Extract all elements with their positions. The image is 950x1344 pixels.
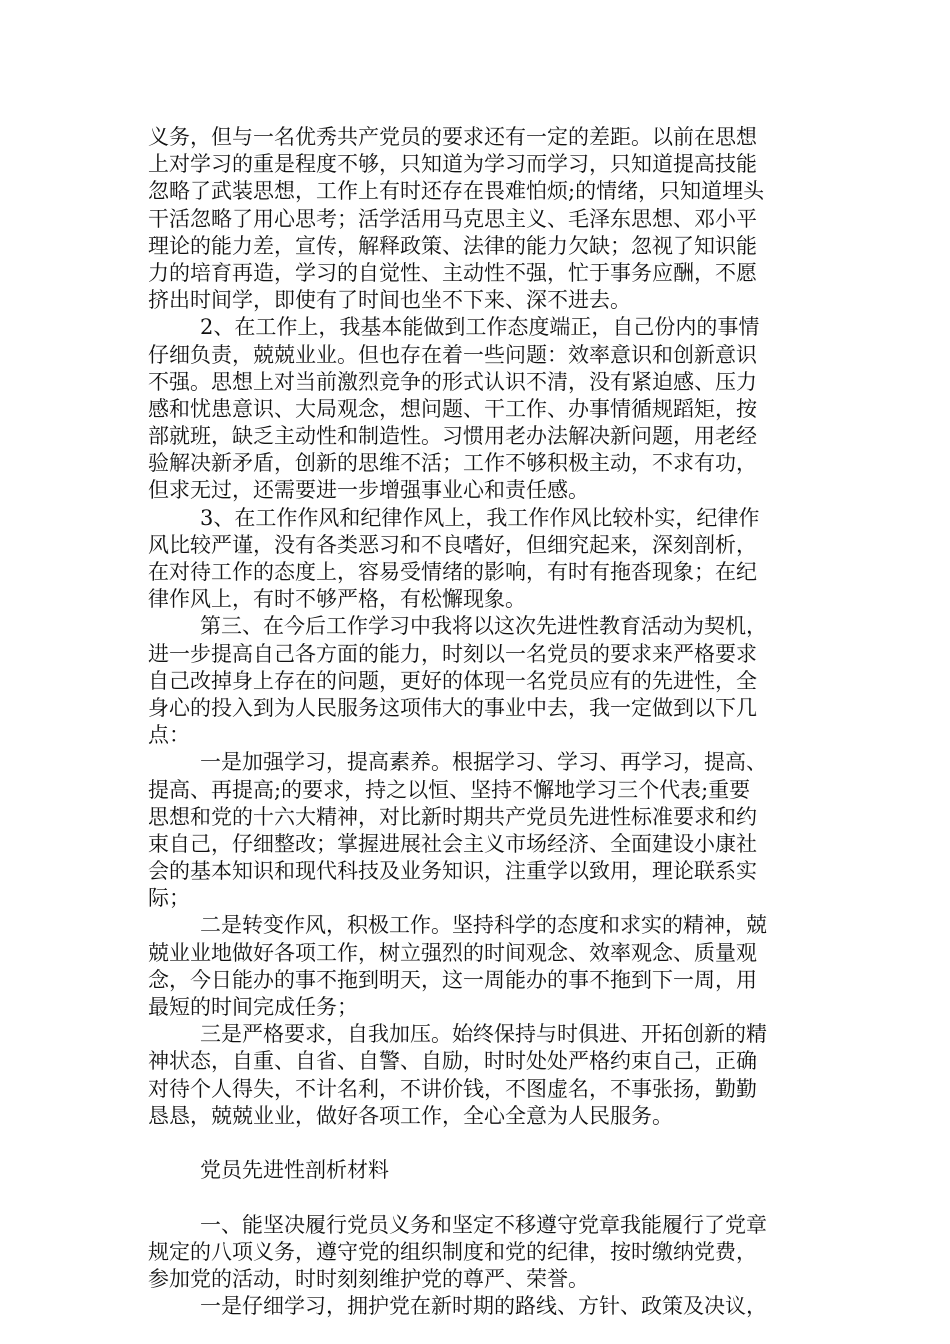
text-line: 身心的投入到为人民服务这项伟大的事业中去，我一定做到以下几 (148, 695, 757, 720)
text-line: 挤出时间学，即使有了时间也坐不下来、深不进去。 (148, 288, 631, 313)
text-line: 干活忽略了用心思考；活学活用马克思主义、毛泽东思想、邓小平 (148, 206, 757, 231)
text-line: 念，今日能办的事不拖到明天，这一周能办的事不拖到下一周，用 (148, 967, 757, 992)
document-page (148, 124, 803, 1320)
text-line: 对待个人得失，不计名利，不讲价钱，不图虚名，不事张扬，勤勤 (148, 1076, 757, 1101)
text-line: 忽略了武装思想，工作上有时还存在畏难怕烦;的情绪，只知道埋头 (148, 179, 765, 204)
text-line: 律作风上，有时不够严格，有松懈现象。 (148, 587, 526, 612)
paragraph-start-line: 一、能坚决履行党员义务和坚定不移遵守党章我能履行了党章 (200, 1212, 767, 1237)
paragraph-start-line: 三是严格要求，自我加压。始终保持与时俱进、开拓创新的精 (200, 1022, 767, 1047)
text-line: 感和忧患意识、大局观念，想问题、干工作、办事情循规蹈矩，按 (148, 396, 757, 421)
text-line: 规定的八项义务，遵守党的组织制度和党的纪律，按时缴纳党费， (148, 1239, 757, 1264)
paragraph-start-line: 二是转变作风，积极工作。坚持科学的态度和求实的精神，兢 (200, 913, 767, 938)
text-line: 力的培育再造，学习的自觉性、主动性不强，忙于事务应酬，不愿 (148, 260, 757, 285)
text-line: 束自己，仔细整改；掌握进展社会主义市场经济、全面建设小康社 (148, 831, 757, 856)
paragraph-start-line: 一是加强学习，提高素养。根据学习、学习、再学习，提高、 (200, 750, 767, 775)
text-line: 上对学习的重是程度不够，只知道为学习而学习，只知道提高技能 (148, 152, 757, 177)
blank-line (148, 1130, 803, 1157)
text-line: 恳恳，兢兢业业，做好各项工作，全心全意为人民服务。 (148, 1103, 673, 1128)
text-line: 进一步提高自己各方面的能力，时刻以一名党员的要求来严格要求 (148, 641, 757, 666)
text-line: 最短的时间完成任务； (148, 995, 358, 1019)
text-line: 参加党的活动，时时刻刻维护党的尊严、荣誉。 (148, 1266, 589, 1291)
text-line: 神状态，自重、自省、自警、自励，时时处处严格约束自己，正确 (148, 1049, 757, 1074)
text-line: 会的基本知识和现代科技及业务知识，注重学以致用，理论联系实 (148, 859, 757, 884)
text-line: 在对待工作的态度上，容易受情绪的影响，有时有拖沓现象；在纪 (148, 560, 757, 584)
text-line: 义务，但与一名优秀共产党员的要求还有一定的差距。以前在思想 (148, 125, 757, 149)
section-heading: 党员先进性剖析材料 (200, 1158, 389, 1183)
text-line: 风比较严谨，没有各类恶习和不良嗜好，但细究起来，深刻剖析， (148, 532, 757, 557)
paragraph-start-line: 第三、在今后工作学习中我将以这次先进性教育活动为契机， (200, 614, 767, 639)
text-line: 思想和党的十六大精神，对比新时期共产党员先进性标准要求和约 (148, 804, 757, 829)
text-line: 不强。思想上对当前激烈竞争的形式认识不清，没有紧迫感、压力 (148, 369, 757, 394)
paragraph-start-line: 3、在工作作风和纪律作风上，我工作作风比较朴实，纪律作 (200, 505, 760, 530)
text-line: 理论的能力差，宣传，解释政策、法律的能力欠缺；忽视了知识能 (148, 233, 757, 258)
paragraph-start-line: 2、在工作上，我基本能做到工作态度端正，自己份内的事情 (200, 315, 760, 340)
text-line: 点： (148, 723, 190, 748)
text-line: 部就班，缺乏主动性和制造性。习惯用老办法解决新问题，用老经 (148, 424, 757, 449)
text-line: 仔细负责，兢兢业业。但也存在着一些问题：效率意识和创新意识 (148, 342, 757, 367)
text-line: 际； (148, 886, 190, 911)
text-line: 但求无过，还需要进一步增强事业心和责任感。 (148, 478, 589, 503)
paragraph-start-line: 一是仔细学习，拥护党在新时期的路线、方针、政策及决议， (200, 1294, 767, 1319)
text-line: 自己改掉身上存在的问题，更好的体现一名党员应有的先进性，全 (148, 668, 757, 693)
blank-line (148, 1184, 803, 1211)
text-line: 提高、再提高;的要求，持之以恒、坚持不懈地学习三个代表;重要 (148, 777, 751, 802)
text-line: 兢业业地做好各项工作，树立强烈的时间观念、效率观念、质量观 (148, 940, 757, 965)
text-line: 验解决新矛盾，创新的思维不活；工作不够积极主动，不求有功， (148, 451, 757, 476)
